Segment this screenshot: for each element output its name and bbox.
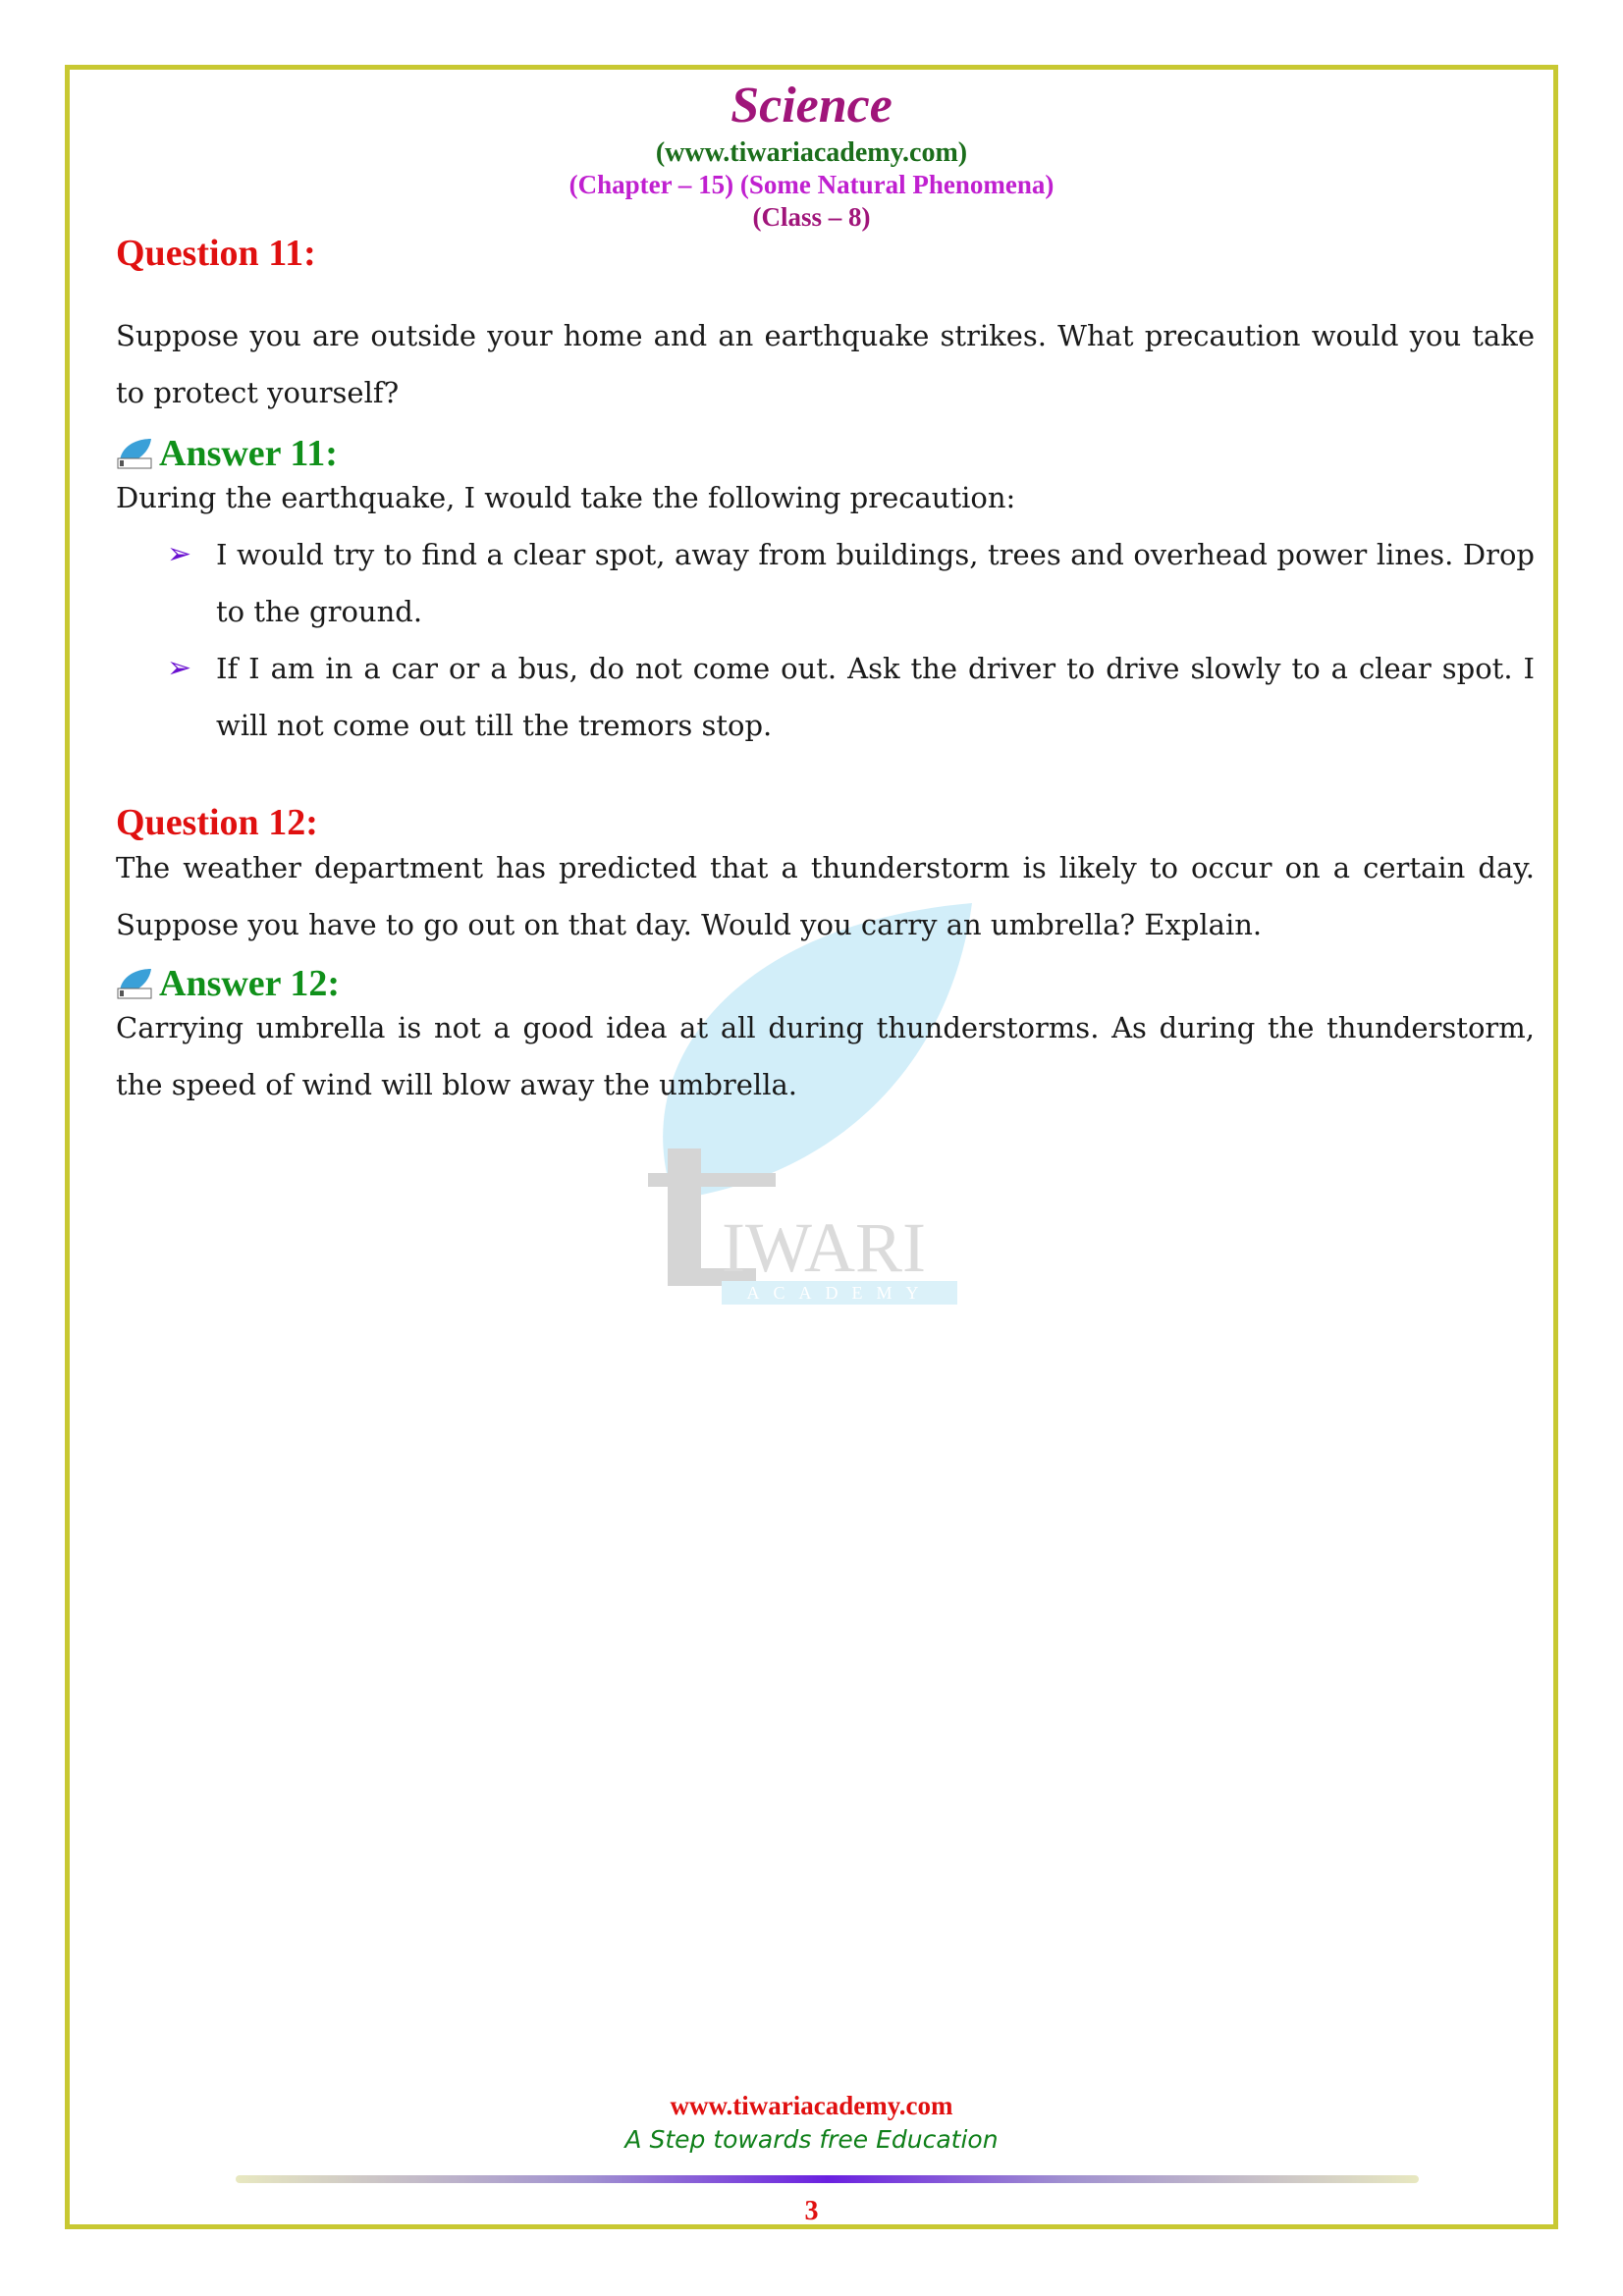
footer-divider (236, 2175, 1419, 2183)
page-title: Science (730, 78, 893, 133)
question-11-text: Suppose you are outside your home and an earthquake strikes. What precaution would you take to protect yourself? (116, 319, 1535, 409)
page-number: 3 (804, 2196, 819, 2226)
answer-11-bullet (167, 640, 1535, 754)
watermark-sub: ACADEMY (746, 1283, 933, 1303)
arrow-bullet-icon: ➢ (167, 537, 192, 571)
answer-11-bullet (167, 526, 1535, 640)
footer-tagline: A Step towards free Education (624, 2125, 999, 2154)
answer-12-heading: Answer 12: (159, 963, 341, 1004)
question-11-heading: Question 11: (116, 233, 316, 274)
class-label: (Class – 8) (752, 202, 871, 232)
tiwari-watermark-logo (628, 903, 1001, 1364)
header-url: (www.tiwariacademy.com) (655, 137, 968, 168)
answer-11-intro: During the earthquake, I would take the following precaution: (116, 481, 1016, 514)
answer-11-heading: Answer 11: (159, 433, 338, 474)
leaf-icon (116, 967, 153, 1000)
arrow-bullet-icon: ➢ (167, 651, 192, 685)
footer-url: www.tiwariacademy.com (670, 2091, 953, 2120)
watermark-brand: IWARI (722, 1208, 926, 1287)
bullet-text: I would try to find a clear spot, away from buildings, trees and overhead power lines. Drop to the ground. (216, 538, 1535, 628)
chapter-label: (Chapter – 15) (Some Natural Phenomena) (568, 170, 1055, 199)
answer-12-text: Carrying umbrella is not a good idea at all during thunderstorms. As during the thunderstorm, the speed of wind will blow away the umbrella. (116, 1011, 1535, 1101)
question-12-text: The weather department has predicted that a thunderstorm is likely to occur on a certain day. Suppose you have to go out on that day. Would you carry an umbrella? Explain. (116, 851, 1535, 941)
leaf-icon (116, 437, 153, 470)
question-12-heading: Question 12: (116, 802, 318, 843)
bullet-text: If I am in a car or a bus, do not come out. Ask the driver to drive slowly to a clear spot. I will not come out till the tremors stop. (216, 652, 1535, 742)
